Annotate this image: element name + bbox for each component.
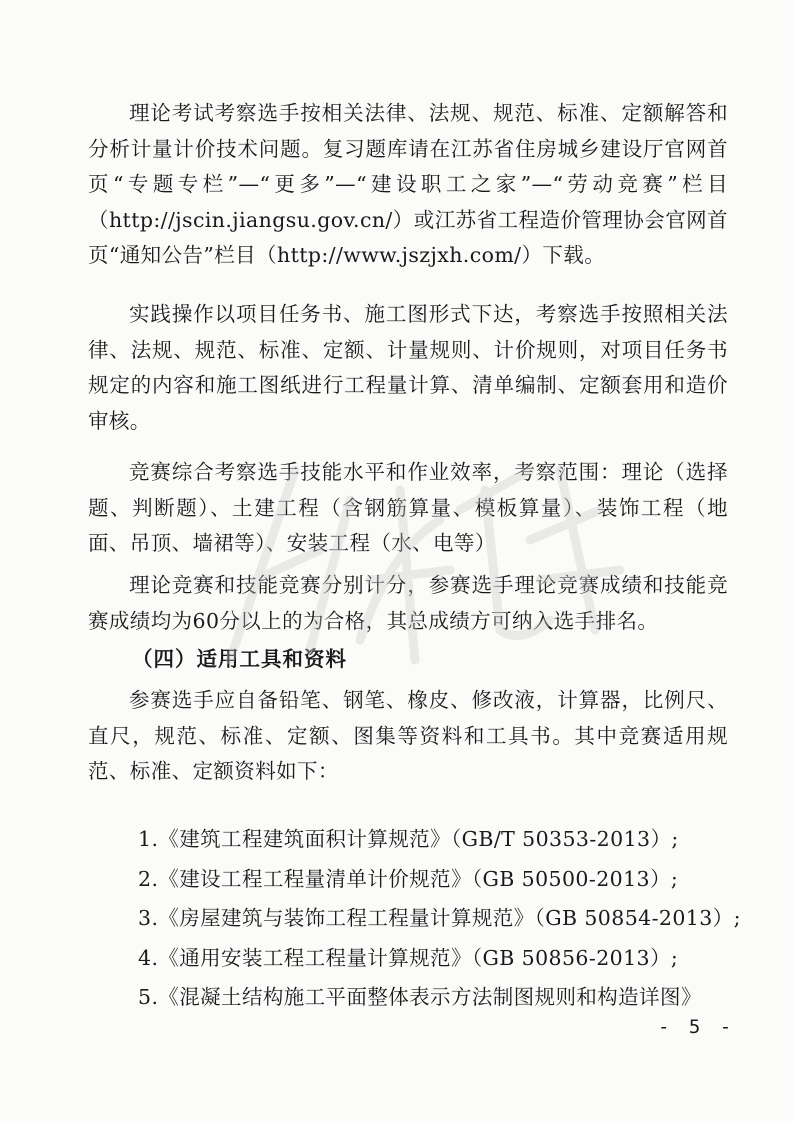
list-item: 1.《建筑工程建筑面积计算规范》（GB/T 50353-2013）; xyxy=(138,827,679,851)
section-heading: （四）适用工具和资料 xyxy=(132,647,347,671)
paragraph-scope: 竞赛综合考察选手技能水平和作业效率，考察范围：理论（选择题、判断题）、土建工程（含钢筋算量、模板算量）、装饰工程（地面、吊顶、墙裙等）、安装工程（水、电等） xyxy=(88,460,728,555)
paragraph-materials: 参赛选手应自备铅笔、钢笔、橡皮、修改液，计算器，比例尺、直尺，规范、标准、定额、图集等资料和工具书。其中竞赛适用规范、标准、定额资料如下： xyxy=(88,688,728,783)
list-item: 3.《房屋建筑与装饰工程工程量计算规范》（GB 50854-2013）; xyxy=(138,906,741,930)
paragraph-theory-exam: 理论考试考察选手按相关法律、法规、规范、标准、定额解答和分析计量计价技术问题。复习题库请在江苏省住房城乡建设厅官网首页“专题专栏”—“更多”—“建设职工之家”—“劳动竞赛”栏目（http://jscin.jiangsu.gov.cn/）或江苏省工程造价管理协会官网首页“通知公告”栏目（http://www.jszjxh.com/）下载。 xyxy=(88,101,728,267)
list-item: 4.《通用安装工程工程量计算规范》（GB 50856-2013）; xyxy=(138,945,679,970)
paragraph-scoring: 理论竞赛和技能竞赛分别计分，参赛选手理论竞赛成绩和技能竞赛成绩均为60分以上的为合格，其总成绩方可纳入选手排名。 xyxy=(88,573,728,633)
standards-list xyxy=(138,820,741,1018)
page-number: - 5 - xyxy=(658,1016,736,1038)
list-item: 2.《建设工程工程量清单计价规范》（GB 50500-2013）; xyxy=(138,866,679,891)
list-item: 5.《混凝土结构施工平面整体表示方法制图规则和构造详图》 xyxy=(138,985,702,1009)
paragraph-practice: 实践操作以项目任务书、施工图形式下达，考察选手按照相关法律、法规、规范、标准、定额、计量规则、计价规则，对项目任务书规定的内容和施工图纸进行工程量计算、清单编制、定额套用和造价审核。 xyxy=(88,302,728,433)
